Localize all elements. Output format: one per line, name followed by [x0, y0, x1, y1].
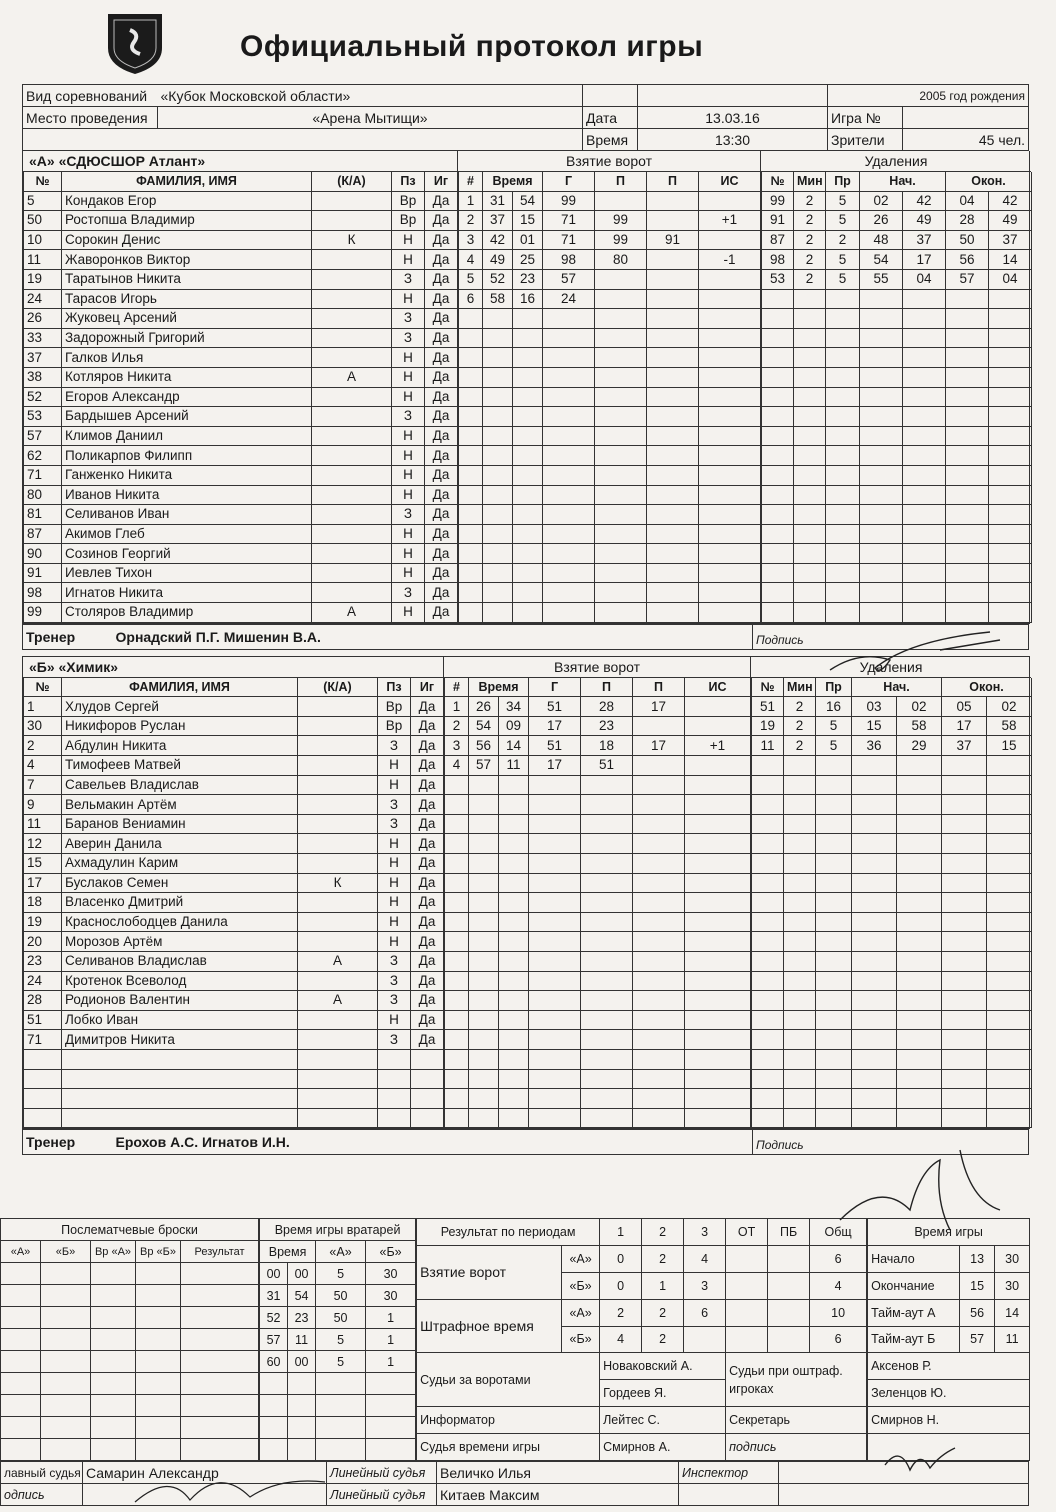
penalty-row — [752, 756, 1032, 776]
secretary-signature — [880, 1440, 960, 1480]
player-row — [24, 1069, 444, 1089]
penalty-row — [752, 1030, 1032, 1050]
goal-row — [445, 854, 751, 874]
team-a-coach: Орнадский П.Г. Мишенин В.А. — [113, 624, 753, 649]
shootout-row — [1, 1285, 259, 1307]
goal-row — [445, 775, 751, 795]
competition-label: Вид соревнований — [23, 85, 158, 107]
penalty-row — [752, 1069, 1032, 1089]
goal-row: 4 57 11 17 51 — [445, 756, 751, 776]
penalty-row — [762, 309, 1032, 329]
penalty-row: 19 2 5 15 58 17 58 — [752, 716, 1032, 736]
goal-row — [459, 407, 761, 427]
player-row: 37 Галков Илья Н Да — [24, 348, 458, 368]
goal-row: 3 42 01 71 99 91 — [459, 230, 761, 250]
player-row: 10 Сорокин Денис К Н Да — [24, 230, 458, 250]
team-a-penalty-table: № Мин Пр Нач. Окон. 99 2 5 02 42 04 42 91 2 5 26 49 28 49 87 2 2 48 37 50 37 98 2 5 54 17 56 14 53 2 5 55 04 57 04 — [761, 172, 1032, 623]
penalty-row — [762, 348, 1032, 368]
penalty-row — [752, 912, 1032, 932]
penalty-row — [752, 873, 1032, 893]
game-time-row: Тайм-аут Б 57 11 — [868, 1326, 1030, 1353]
penalty-row — [752, 893, 1032, 913]
goal-row — [459, 367, 761, 387]
penalty-row — [752, 1010, 1032, 1030]
player-row: 26 Жуковец Арсений З Да — [24, 309, 458, 329]
player-row: 24 Кротенок Всеволод З Да — [24, 971, 444, 991]
goal-row — [459, 446, 761, 466]
penalty-row — [762, 485, 1032, 505]
player-row: 5 Кондаков Егор Вр Да — [24, 191, 458, 211]
shootout-row — [1, 1417, 259, 1439]
penalty-row: 51 2 16 03 02 05 02 — [752, 697, 1032, 717]
player-row: 87 Акимов Глеб Н Да — [24, 524, 458, 544]
coach-label-b: Тренер — [23, 1130, 113, 1155]
player-row: 50 Ростопша Владимир Вр Да — [24, 211, 458, 231]
periods-table: Результат по периодам 1 2 3 ОТ ПБ Общ Взятие ворот «А» 0 2 4 6 «Б» 0 1 3 4 Штрафное время «А» 2 2 6 10 «Б» 4 2 6 Судьи за воротами Новаковский А. Судьи при оштраф. игроках Гордеев Я. Информатор Лейтес С. Секретарь Судья времени игры Смирнов А. подпись — [416, 1218, 867, 1461]
player-row: 18 Власенко Дмитрий Н Да — [24, 893, 444, 913]
team-b-penalties — [751, 657, 1031, 1129]
goal-row — [445, 1108, 751, 1128]
goals-label: Взятие ворот — [417, 1245, 562, 1299]
goal-row — [445, 1030, 751, 1050]
shootouts-table: Послематчевые броски «А» «Б» Вр «А» Вр «Б» Результат — [0, 1218, 259, 1461]
team-b-coach: Ерохов А.С. Игнатов И.Н. — [113, 1130, 753, 1155]
player-row — [24, 1049, 444, 1069]
game-time-title: Время игры — [868, 1219, 1030, 1246]
team-a-goals-title: Взятие ворот — [458, 151, 760, 172]
goalie-time-row: 31 54 50 30 — [260, 1285, 416, 1307]
team-b-roster — [23, 657, 444, 1129]
player-row: 91 Иевлев Тихон Н Да — [24, 563, 458, 583]
spectators-label: Зрители — [828, 129, 903, 151]
goalie-time-row: 57 11 5 1 — [260, 1329, 416, 1351]
game-time-row: Тайм-аут А 56 14 — [868, 1299, 1030, 1326]
penalty-row — [752, 932, 1032, 952]
penalty-row: 98 2 5 54 17 56 14 — [762, 250, 1032, 270]
venue-label: Место проведения — [23, 107, 158, 129]
penalty-row — [752, 854, 1032, 874]
team-a-goals-table: # Время Г П П ИС 1 31 54 99 2 37 15 71 99 +1 3 42 01 71 99 91 4 49 25 98 80 -1 5 52 23 57 6 58 16 24 — [458, 172, 761, 623]
game-info-table — [22, 84, 1029, 151]
player-row — [24, 1089, 444, 1109]
player-row: 2 Абдулин Никита З Да — [24, 736, 444, 756]
goal-row — [445, 1069, 751, 1089]
player-row: 98 Игнатов Никита З Да — [24, 583, 458, 603]
game-time-table: Время игры Начало 13 30 Окончание 15 30 Тайм-аут А 56 14 Тайм-аут Б 57 11 Аксенов Р. Зеленцов Ю. Смирнов Н. — [867, 1218, 1030, 1461]
player-row: 7 Савельев Владислав Н Да — [24, 775, 444, 795]
goal-row — [459, 505, 761, 525]
goal-row — [445, 1089, 751, 1109]
goalie-time-row — [260, 1417, 416, 1439]
goal-row: 4 49 25 98 80 -1 — [459, 250, 761, 270]
goalie-time-row: 00 00 5 30 — [260, 1263, 416, 1285]
date-label: Дата — [583, 107, 638, 129]
competition-value: «Кубок Московской области» — [158, 85, 583, 107]
goal-row: 2 54 09 17 23 — [445, 716, 751, 736]
team-a-title: «А» «СДЮСШОР Атлант» — [23, 151, 457, 172]
goalie-time-table: Время игры вратарей Время «А» «Б» 00 00 5 30 31 54 50 30 52 23 50 1 57 11 5 1 60 00 5 1 — [259, 1218, 416, 1461]
player-row: 71 Ганженко Никита Н Да — [24, 465, 458, 485]
player-row: 51 Лобко Иван Н Да — [24, 1010, 444, 1030]
team-b-block — [22, 656, 1030, 1130]
player-row: 81 Селиванов Иван З Да — [24, 505, 458, 525]
penalty-row — [752, 951, 1032, 971]
penalty-row — [762, 505, 1032, 525]
penalty-row — [762, 367, 1032, 387]
team-b-penalty-table: № Мин Пр Нач. Окон. 51 2 16 03 02 05 02 19 2 5 15 58 17 58 11 2 5 36 29 37 15 — [751, 678, 1032, 1129]
team-a-penalties — [761, 151, 1031, 623]
league-logo — [100, 8, 170, 78]
goal-row — [459, 328, 761, 348]
penalty-row — [752, 991, 1032, 1011]
penalty-row: 11 2 5 36 29 37 15 — [752, 736, 1032, 756]
goal-row: 1 26 34 51 28 17 — [445, 697, 751, 717]
goal-row: 2 37 15 71 99 +1 — [459, 211, 761, 231]
player-row: 4 Тимофеев Матвей Н Да — [24, 756, 444, 776]
goal-row — [445, 912, 751, 932]
goal-row — [459, 544, 761, 564]
player-row: 23 Селиванов Владислав А З Да — [24, 951, 444, 971]
team-b-sign-label: Подпись — [756, 1138, 804, 1153]
goal-row — [459, 583, 761, 603]
penalty-row — [762, 289, 1032, 309]
game-time-row: Окончание 15 30 — [868, 1272, 1030, 1299]
shootout-row — [1, 1439, 259, 1461]
player-row: 53 Бардышев Арсений З Да — [24, 407, 458, 427]
penalty-row — [752, 1089, 1032, 1109]
goal-row — [445, 971, 751, 991]
goal-row — [459, 309, 761, 329]
player-row: 19 Краснослободцев Данила Н Да — [24, 912, 444, 932]
player-row: 9 Вельмакин Артём З Да — [24, 795, 444, 815]
penalty-row — [752, 814, 1032, 834]
player-row: 57 Климов Даниил Н Да — [24, 426, 458, 446]
goal-row — [445, 1049, 751, 1069]
team-b-goals-title: Взятие ворот — [444, 657, 750, 678]
penalty-row — [762, 426, 1032, 446]
penalty-row — [752, 795, 1032, 815]
game-time-row: Начало 13 30 — [868, 1245, 1030, 1272]
player-row: 80 Иванов Никита Н Да — [24, 485, 458, 505]
goal-row — [459, 465, 761, 485]
goalie-time-row — [260, 1373, 416, 1395]
goal-row — [445, 1010, 751, 1030]
goal-row — [459, 524, 761, 544]
penalty-row — [752, 971, 1032, 991]
shootout-row — [1, 1263, 259, 1285]
team-b-title: «Б» «Химик» — [23, 657, 443, 678]
penalty-row: 53 2 5 55 04 57 04 — [762, 269, 1032, 289]
penalty-row — [762, 544, 1032, 564]
penalty-row — [762, 583, 1032, 603]
goalie-time-row — [260, 1395, 416, 1417]
penalty-row: 87 2 2 48 37 50 37 — [762, 230, 1032, 250]
goal-row — [445, 951, 751, 971]
goal-row: 1 31 54 99 — [459, 191, 761, 211]
team-a-sign-label: Подпись — [756, 632, 804, 647]
goal-row: 5 52 23 57 — [459, 269, 761, 289]
team-b-pen-title: Удаления — [751, 657, 1031, 678]
penalty-row — [762, 563, 1032, 583]
penalty-row — [762, 407, 1032, 427]
goal-row — [459, 563, 761, 583]
year-note: 2005 год рождения — [828, 85, 1029, 107]
goalie-time-row: 52 23 50 1 — [260, 1307, 416, 1329]
penalty-row — [762, 524, 1032, 544]
player-row: 11 Баранов Вениамин З Да — [24, 814, 444, 834]
penalty-row: 91 2 5 26 49 28 49 — [762, 211, 1032, 231]
player-row: 11 Жаворонков Виктор Н Да — [24, 250, 458, 270]
goal-row: 6 58 16 24 — [459, 289, 761, 309]
player-row: 20 Морозов Артём Н Да — [24, 932, 444, 952]
player-row: 30 Никифоров Руслан Вр Да — [24, 716, 444, 736]
penalty-row — [762, 328, 1032, 348]
player-row: 17 Буслаков Семен К Н Да — [24, 873, 444, 893]
player-row: 62 Поликарпов Филипп Н Да — [24, 446, 458, 466]
time-value: 13:30 — [638, 129, 828, 151]
goal-row — [445, 991, 751, 1011]
goal-row — [445, 795, 751, 815]
player-row: 15 Ахмадулин Карим Н Да — [24, 854, 444, 874]
goal-row — [445, 873, 751, 893]
penalty-row — [762, 465, 1032, 485]
team-b-signature — [820, 1140, 1010, 1240]
team-a-goals — [458, 151, 761, 623]
goal-row — [459, 426, 761, 446]
penalty-row — [762, 446, 1032, 466]
team-a-roster-table: № ФАМИЛИЯ, ИМЯ (К/А) Пз Иг 5 Кондаков Егор Вр Да 50 Ростопша Владимир Вр Да 10 Сорокин Денис К Н Да 11 Жаворонков Виктор Н Да 19 Таратынов Никита З Да 24 Тарасов Игорь Н Да 26 Жуковец Арсений З Да 33 Задорожный Григорий З Да 37 Галков Илья Н Да 38 Котляров Никита А Н Да 52 Егоров Александр Н Да 53 Бардышев Арсений З Да 57 Климов Даниил Н Да 62 Поликарпов Филипп Н Да 71 Ганженко Никита Н Да 80 Иванов Никита Н Да 81 Селиванов Иван З Да 87 Акимов Глеб Н Да 90 Созинов Георгий Н Да 91 Иевлев Тихон Н Да 98 Игнатов Никита З Да 99 Столяров Владимир А Н Да — [23, 172, 458, 623]
chief-signature — [130, 1462, 330, 1510]
team-a-roster — [23, 151, 458, 623]
goal-row — [445, 893, 751, 913]
goalie-time-row — [260, 1439, 416, 1461]
date-value: 13.03.16 — [638, 107, 828, 129]
shootout-row — [1, 1307, 259, 1329]
goal-row — [459, 485, 761, 505]
player-row: 71 Димитров Никита З Да — [24, 1030, 444, 1050]
goalie-time-row: 60 00 5 1 — [260, 1351, 416, 1373]
goal-row — [445, 932, 751, 952]
venue-value: «Арена Мытищи» — [158, 107, 583, 129]
game-no-label: Игра № — [828, 107, 903, 129]
coach-label: Тренер — [23, 624, 113, 649]
team-a-block — [22, 151, 1030, 624]
player-row: 12 Аверин Данила Н Да — [24, 834, 444, 854]
chief-officials-table: лавный судья Самарин Александр Линейный судья Величко Илья Инспектор одпись Линейный судья Китаев Максим — [0, 1461, 1029, 1506]
player-row: 33 Задорожный Григорий З Да — [24, 328, 458, 348]
shootout-row — [1, 1329, 259, 1351]
goal-row: 3 56 14 51 18 17 +1 — [445, 736, 751, 756]
shootout-row — [1, 1351, 259, 1373]
team-b-goals — [444, 657, 751, 1129]
player-row: 99 Столяров Владимир А Н Да — [24, 603, 458, 623]
player-row: 52 Егоров Александр Н Да — [24, 387, 458, 407]
goal-row — [459, 348, 761, 368]
goal-row — [459, 387, 761, 407]
team-a-signature — [820, 620, 1010, 680]
document-title: Официальный протокол игры — [240, 30, 704, 63]
shootout-row — [1, 1373, 259, 1395]
team-a-pen-title: Удаления — [761, 151, 1031, 172]
spectators-value: 45 чел. — [903, 129, 1029, 151]
player-row — [24, 1108, 444, 1128]
goal-row — [445, 814, 751, 834]
team-b-goals-table: # Время Г П П ИС 1 26 34 51 28 17 2 54 09 17 23 3 56 14 51 18 17 +1 4 57 11 17 51 — [444, 678, 751, 1129]
goal-row — [445, 834, 751, 854]
goal-row — [459, 603, 761, 623]
game-no-value — [903, 107, 1029, 129]
player-row: 24 Тарасов Игорь Н Да — [24, 289, 458, 309]
player-row: 19 Таратынов Никита З Да — [24, 269, 458, 289]
time-label: Время — [583, 129, 638, 151]
player-row: 90 Созинов Георгий Н Да — [24, 544, 458, 564]
penalty-row — [762, 387, 1032, 407]
penalty-row — [752, 775, 1032, 795]
shootout-row — [1, 1395, 259, 1417]
player-row: 1 Хлудов Сергей Вр Да — [24, 697, 444, 717]
penalty-time-label: Штрафное время — [417, 1299, 562, 1353]
penalty-row: 99 2 5 02 42 04 42 — [762, 191, 1032, 211]
shootouts-title: Послематчевые броски — [1, 1219, 259, 1241]
goalie-time-title: Время игры вратарей — [260, 1219, 416, 1241]
player-row: 38 Котляров Никита А Н Да — [24, 367, 458, 387]
player-row: 28 Родионов Валентин А З Да — [24, 991, 444, 1011]
penalty-row — [752, 834, 1032, 854]
team-b-roster-table: № ФАМИЛИЯ, ИМЯ (К/А) Пз Иг 1 Хлудов Сергей Вр Да 30 Никифоров Руслан Вр Да 2 Абдулин Никита З Да 4 Тимофеев Матвей Н Да 7 Савельев Владислав Н Да 9 Вельмакин Артём З Да 11 Баранов Вениамин З Да 12 Аверин Данила Н Да 15 Ахмадулин Карим Н Да 17 Буслаков Семен К Н Да 18 Власенко Дмитрий Н Да 19 Краснослободцев Данила Н Да 20 Морозов Артём Н Да 23 Селиванов Владислав А З Да 24 Кротенок Всеволод З Да 28 Родионов Валентин А З Да 51 Лобко Иван Н Да 71 Димитров Никита З Да — [23, 678, 444, 1129]
penalty-row — [752, 1108, 1032, 1128]
penalty-row — [752, 1049, 1032, 1069]
